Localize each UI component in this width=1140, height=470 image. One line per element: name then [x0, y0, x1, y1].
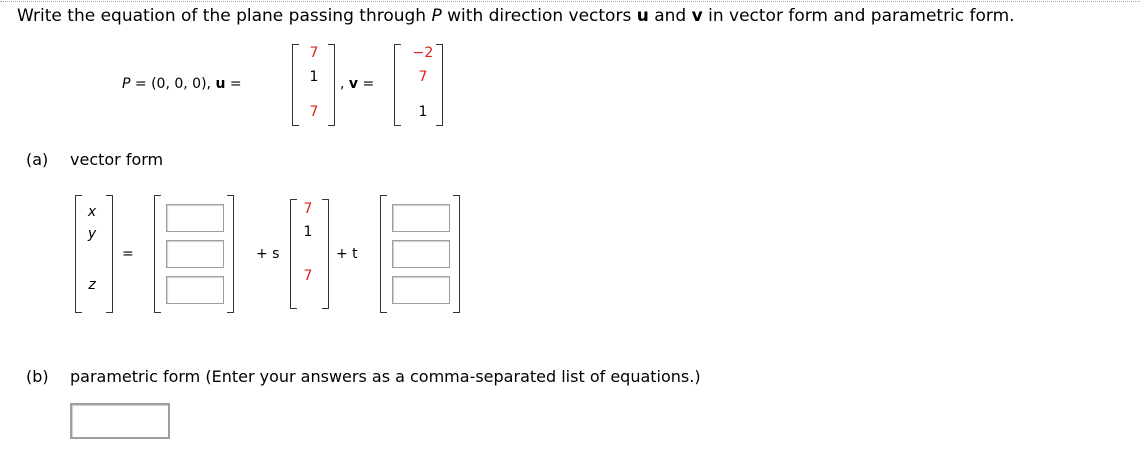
part-a-title: vector form: [70, 150, 164, 169]
question-v: v: [691, 6, 703, 26]
question-and: and: [648, 6, 692, 26]
given-v-equals: =: [358, 76, 375, 92]
v-component-3: 1: [418, 104, 428, 120]
given-u-equals: =: [225, 76, 242, 92]
point-z-input[interactable]: [166, 276, 224, 304]
point-x-input[interactable]: [166, 204, 224, 232]
part-b-title: parametric form (Enter your answers as a comma-separated list of equations.): [70, 367, 701, 386]
given-v-label: v: [348, 76, 359, 92]
lhs-y: y: [87, 226, 97, 242]
lhs-bracket-right: [106, 195, 113, 313]
s-bracket-right: [322, 199, 329, 309]
parametric-input[interactable]: [70, 403, 170, 439]
v-bracket-left: [394, 44, 401, 126]
s-component-2: 1: [303, 224, 313, 240]
point-bracket-right: [227, 195, 234, 313]
part-b-label: (b): [26, 367, 49, 386]
question-mid: with direction vectors: [441, 6, 637, 26]
question-suffix: in vector form and parametric form.: [702, 6, 1015, 26]
s-component-3: 7: [303, 268, 313, 284]
given-p-u: [122, 76, 242, 92]
lhs-bracket-left: [75, 195, 82, 313]
u-bracket-left: [292, 44, 299, 126]
t-bracket-left: [380, 195, 387, 313]
equals-sign: =: [122, 246, 134, 262]
plus-s-text: + s: [256, 246, 280, 262]
lhs-x: x: [87, 204, 97, 220]
u-component-2: 1: [309, 69, 319, 85]
given-p-value: = (0, 0, 0),: [130, 76, 211, 92]
v-component-2: 7: [418, 69, 428, 85]
u-bracket-right: [328, 44, 335, 126]
top-divider: [0, 1, 1140, 2]
u-component-3: 7: [309, 104, 319, 120]
point-bracket-left: [154, 195, 161, 313]
s-component-1: 7: [303, 201, 313, 217]
v-component-1: −2: [412, 45, 434, 61]
given-p-label: P: [122, 76, 131, 92]
t-x-input[interactable]: [392, 204, 450, 232]
lhs-z: z: [88, 277, 96, 293]
question-prefix: Write the equation of the plane passing through: [17, 6, 432, 26]
part-a-label: (a): [26, 150, 49, 169]
t-y-input[interactable]: [392, 240, 450, 268]
plus-s: [256, 246, 279, 262]
point-y-input[interactable]: [166, 240, 224, 268]
question-u: u: [636, 6, 649, 26]
v-bracket-right: [436, 44, 443, 126]
given-v: [340, 76, 374, 92]
s-bracket-left: [290, 199, 297, 309]
given-comma: ,: [340, 76, 345, 92]
plus-t: [336, 246, 358, 262]
t-z-input[interactable]: [392, 276, 450, 304]
question-point-p: P: [431, 6, 442, 26]
u-component-1: 7: [309, 45, 319, 61]
given-u-label: u: [215, 76, 226, 92]
plus-t-text: + t: [336, 246, 358, 262]
question-text: [17, 6, 1015, 26]
t-bracket-right: [453, 195, 460, 313]
